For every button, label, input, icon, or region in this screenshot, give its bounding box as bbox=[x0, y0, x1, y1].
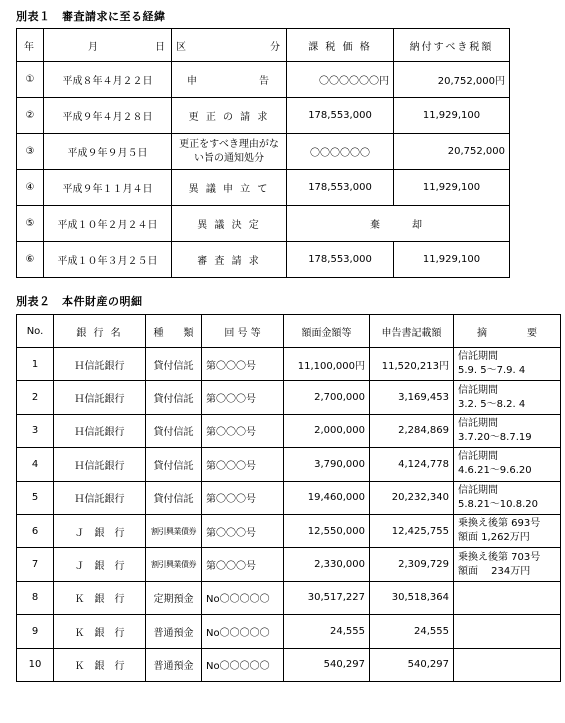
row-date: 平成９年９月５日 bbox=[44, 134, 172, 170]
property-row bbox=[17, 548, 561, 581]
remarks-line-2: 5.8.21～10.8.20 bbox=[458, 498, 538, 510]
header-bank: 銀 行 名 bbox=[54, 315, 146, 348]
header-month: 月 bbox=[88, 41, 100, 53]
row-tax-value: 178,553,000 bbox=[287, 170, 394, 206]
table1-caption: 別表１ 審査請求に至る経緯 bbox=[16, 10, 166, 23]
row-category: 更正をすべき理由がない旨の通知処分 bbox=[172, 134, 287, 170]
row-bank: Ｋ 銀 行 bbox=[54, 581, 146, 614]
row-face-amount: 3,790,000 bbox=[284, 448, 370, 481]
remarks-line-1: 信託期間 bbox=[458, 484, 498, 496]
row-number: ④ bbox=[17, 170, 44, 206]
row-type: 貸付信託 bbox=[146, 381, 202, 414]
row-tax-value: 178,553,000 bbox=[287, 98, 394, 134]
header-tax-value: 課 税 価 格 bbox=[287, 29, 394, 62]
row-category: 申 告 bbox=[172, 62, 287, 98]
row-face-amount: 2,000,000 bbox=[284, 414, 370, 447]
row-category: 異 議 申 立 て bbox=[172, 170, 287, 206]
property-row bbox=[17, 648, 561, 681]
row-bank: Ｊ 銀 行 bbox=[54, 548, 146, 581]
row-category: 更 正 の 請 求 bbox=[172, 98, 287, 134]
row-declared-amount: 11,520,213円 bbox=[370, 348, 454, 381]
header-face-amount: 額面金額等 bbox=[284, 315, 370, 348]
history-row bbox=[17, 242, 510, 278]
row-remarks bbox=[454, 581, 561, 614]
row-number: No〇〇〇〇〇 bbox=[202, 615, 284, 648]
header-day: 日 bbox=[155, 41, 167, 53]
remarks-line-2: 額面 234万円 bbox=[458, 565, 531, 577]
row-number: No〇〇〇〇〇 bbox=[202, 648, 284, 681]
property-row bbox=[17, 581, 561, 614]
remarks-line-1: 信託期間 bbox=[458, 417, 498, 429]
remarks-line-2: 5.9. 5～7.9. 4 bbox=[458, 365, 526, 377]
history-row bbox=[17, 98, 510, 134]
row-tax-due: 11,929,100 bbox=[394, 170, 510, 206]
row-number: ② bbox=[17, 98, 44, 134]
row-declared-amount: 24,555 bbox=[370, 615, 454, 648]
history-header-row bbox=[17, 29, 510, 62]
row-remarks bbox=[454, 414, 561, 447]
property-row bbox=[17, 414, 561, 447]
row-bank: Ｈ信託銀行 bbox=[54, 414, 146, 447]
row-declared-amount: 20,232,340 bbox=[370, 481, 454, 514]
history-row bbox=[17, 170, 510, 206]
row-no: 3 bbox=[17, 414, 54, 447]
row-category: 異 議 決 定 bbox=[172, 206, 287, 242]
row-number: 第〇〇〇号 bbox=[202, 348, 284, 381]
row-face-amount: 2,330,000 bbox=[284, 548, 370, 581]
row-face-amount: 540,297 bbox=[284, 648, 370, 681]
header-tax-due: 納付すべき税額 bbox=[394, 29, 510, 62]
row-bank: Ｋ 銀 行 bbox=[54, 615, 146, 648]
row-date: 平成８年４月２２日 bbox=[44, 62, 172, 98]
row-no: 1 bbox=[17, 348, 54, 381]
property-row bbox=[17, 348, 561, 381]
remarks-line-1: 信託期間 bbox=[458, 384, 498, 396]
remarks-line-1: 乗換え後第 693号 bbox=[458, 518, 541, 530]
row-declared-amount: 2,309,729 bbox=[370, 548, 454, 581]
row-date: 平成９年１１月４日 bbox=[44, 170, 172, 206]
row-number: ⑥ bbox=[17, 242, 44, 278]
property-row bbox=[17, 381, 561, 414]
row-tax-value: 178,553,000 bbox=[287, 242, 394, 278]
row-remarks bbox=[454, 648, 561, 681]
header-type: 種 類 bbox=[146, 315, 202, 348]
row-remarks bbox=[454, 615, 561, 648]
row-no: 9 bbox=[17, 615, 54, 648]
row-remarks bbox=[454, 348, 561, 381]
row-type: 定期預金 bbox=[146, 581, 202, 614]
row-date: 平成１０年２月２４日 bbox=[44, 206, 172, 242]
row-no: 7 bbox=[17, 548, 54, 581]
row-number: 第〇〇〇号 bbox=[202, 548, 284, 581]
row-remarks bbox=[454, 548, 561, 581]
row-number: 第〇〇〇号 bbox=[202, 481, 284, 514]
history-row bbox=[17, 134, 510, 170]
history-row bbox=[17, 206, 510, 242]
row-type: 貸付信託 bbox=[146, 348, 202, 381]
row-number: ① bbox=[17, 62, 44, 98]
history-table bbox=[16, 28, 510, 278]
row-bank: Ｋ 銀 行 bbox=[54, 648, 146, 681]
row-declared-amount: 30,518,364 bbox=[370, 581, 454, 614]
row-face-amount: 19,460,000 bbox=[284, 481, 370, 514]
header-number: 回 号 等 bbox=[202, 315, 284, 348]
remarks-line-2: 4.6.21～9.6.20 bbox=[458, 465, 532, 477]
row-number: 第〇〇〇号 bbox=[202, 414, 284, 447]
row-declared-amount: 4,124,778 bbox=[370, 448, 454, 481]
remarks-line-1: 乗換え後第 703号 bbox=[458, 551, 541, 563]
property-header-row bbox=[17, 315, 561, 348]
row-remarks bbox=[454, 514, 561, 547]
row-type: 貸付信託 bbox=[146, 448, 202, 481]
row-bank: Ｈ信託銀行 bbox=[54, 448, 146, 481]
remarks-line-1: 信託期間 bbox=[458, 351, 498, 363]
property-table bbox=[16, 314, 561, 682]
row-number: ③ bbox=[17, 134, 44, 170]
row-number: No〇〇〇〇〇 bbox=[202, 581, 284, 614]
row-bank: Ｈ信託銀行 bbox=[54, 381, 146, 414]
header-remarks: 摘 要 bbox=[454, 315, 561, 348]
row-bank: Ｈ信託銀行 bbox=[54, 348, 146, 381]
row-tax-value: 〇〇〇〇〇〇 bbox=[287, 134, 394, 170]
row-no: 5 bbox=[17, 481, 54, 514]
header-category-ku: 区 bbox=[176, 41, 188, 53]
row-type: 普通預金 bbox=[146, 615, 202, 648]
row-category: 審 査 請 求 bbox=[172, 242, 287, 278]
row-type: 割引興業債券 bbox=[146, 548, 202, 581]
row-no: 8 bbox=[17, 581, 54, 614]
row-type: 普通預金 bbox=[146, 648, 202, 681]
property-row bbox=[17, 514, 561, 547]
row-remarks bbox=[454, 481, 561, 514]
header-category-bun: 分 bbox=[270, 41, 282, 53]
remarks-line-2: 3.2. 5～8.2. 4 bbox=[458, 398, 526, 410]
row-tax-value: 〇〇〇〇〇〇円 bbox=[287, 62, 394, 98]
row-decision: 棄 却 bbox=[287, 206, 510, 242]
row-declared-amount: 12,425,755 bbox=[370, 514, 454, 547]
header-year: 年 bbox=[17, 29, 44, 62]
row-no: 10 bbox=[17, 648, 54, 681]
row-date: 平成１０年３月２５日 bbox=[44, 242, 172, 278]
row-type: 貸付信託 bbox=[146, 481, 202, 514]
row-remarks bbox=[454, 381, 561, 414]
header-month-day bbox=[44, 29, 172, 62]
row-face-amount: 24,555 bbox=[284, 615, 370, 648]
row-bank: Ｈ信託銀行 bbox=[54, 481, 146, 514]
row-no: 6 bbox=[17, 514, 54, 547]
row-face-amount: 30,517,227 bbox=[284, 581, 370, 614]
row-number: 第〇〇〇号 bbox=[202, 514, 284, 547]
row-date: 平成９年４月２８日 bbox=[44, 98, 172, 134]
row-remarks bbox=[454, 448, 561, 481]
row-tax-due: 11,929,100 bbox=[394, 242, 510, 278]
row-tax-due: 20,752,000円 bbox=[394, 62, 510, 98]
header-no: No. bbox=[17, 315, 54, 348]
row-tax-due: 11,929,100 bbox=[394, 98, 510, 134]
row-no: 2 bbox=[17, 381, 54, 414]
property-row bbox=[17, 448, 561, 481]
row-face-amount: 11,100,000円 bbox=[284, 348, 370, 381]
row-declared-amount: 540,297 bbox=[370, 648, 454, 681]
row-tax-due: 20,752,000 bbox=[394, 134, 510, 170]
row-face-amount: 12,550,000 bbox=[284, 514, 370, 547]
row-declared-amount: 3,169,453 bbox=[370, 381, 454, 414]
row-type: 貸付信託 bbox=[146, 414, 202, 447]
row-number: ⑤ bbox=[17, 206, 44, 242]
header-declared-amount: 申告書記載額 bbox=[370, 315, 454, 348]
history-row bbox=[17, 62, 510, 98]
table2-caption: 別表２ 本件財産の明細 bbox=[16, 295, 143, 308]
row-declared-amount: 2,284,869 bbox=[370, 414, 454, 447]
property-row bbox=[17, 615, 561, 648]
remarks-line-2: 額面 1,262万円 bbox=[458, 532, 530, 544]
remarks-line-1: 信託期間 bbox=[458, 451, 498, 463]
property-row bbox=[17, 481, 561, 514]
row-type: 割引興業債券 bbox=[146, 514, 202, 547]
row-bank: Ｊ 銀 行 bbox=[54, 514, 146, 547]
row-no: 4 bbox=[17, 448, 54, 481]
header-category bbox=[172, 29, 287, 62]
row-number: 第〇〇〇号 bbox=[202, 381, 284, 414]
remarks-line-2: 3.7.20～8.7.19 bbox=[458, 431, 532, 443]
row-face-amount: 2,700,000 bbox=[284, 381, 370, 414]
row-number: 第〇〇〇号 bbox=[202, 448, 284, 481]
